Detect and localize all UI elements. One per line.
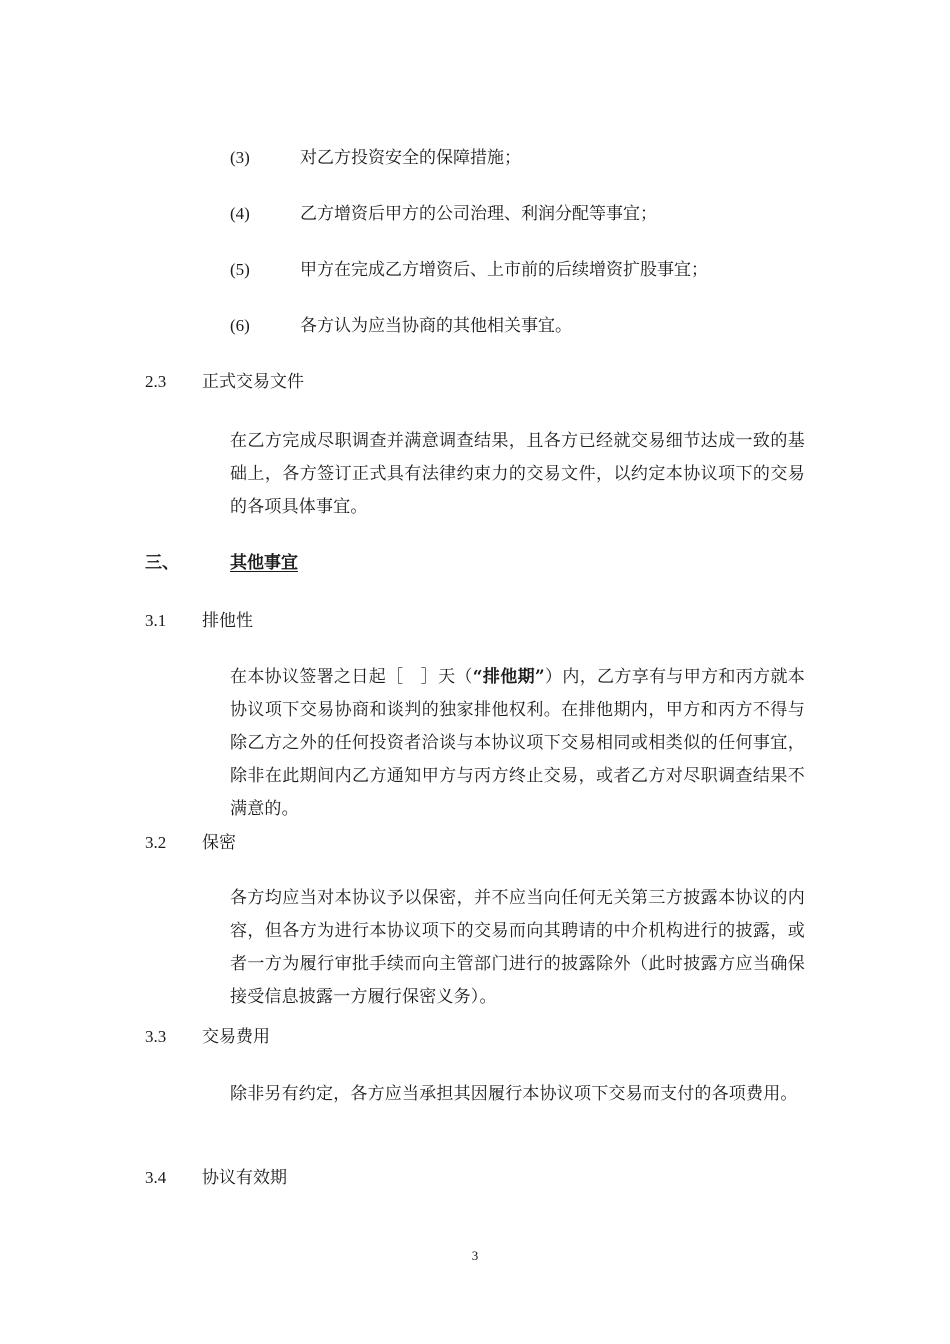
section-title: 保密 [202,833,236,853]
section-body: 各方均应当对本协议予以保密，并不应当向任何无关第三方披露本协议的内容，但各方为进行本协议项下的交易而向其聘请的中介机构进行的披露，或者一方为履行审批手续而向主管部门进行的披露除外（此时披露方应当确保接受信息披露一方履行保密义务）。 [230,888,805,1007]
section-body: 在乙方完成尽职调查并满意调查结果，且各方已经就交易细节达成一致的基础上，各方签订正式具有法律约束力的交易文件，以约定本协议项下的交易的各项具体事宜。 [230,431,805,517]
list-item-label: (5) [230,260,250,279]
list-item-text: 各方认为应当协商的其他相关事宜。 [300,316,572,336]
list-item-label: (4) [230,204,250,223]
list-item-text: 对乙方投资安全的保障措施； [300,148,521,168]
section-title: 正式交易文件 [202,372,304,392]
section-number: 3.2 [145,833,167,852]
list-item-text: 乙方增资后甲方的公司治理、利润分配等事宜； [300,204,657,224]
section-title: 协议有效期 [202,1168,287,1188]
page-number: 3 [471,1248,479,1263]
section-number: 3.1 [145,611,167,630]
list-item-text: 甲方在完成乙方增资后、上市前的后续增资扩股事宜； [300,260,708,280]
chapter-title: 其他事宜 [230,553,298,573]
section-number: 3.3 [145,1027,167,1046]
section-number: 2.3 [145,372,167,391]
section-title: 排他性 [202,611,253,631]
chapter-number: 三、 [145,553,179,573]
body-text: ）内，乙方享有与甲方和丙方就本协议项下交易协商和谈判的独家排他权利。在排他期内，甲方和丙方不得与除乙方之外的任何投资者洽谈与本协议项下交易相同或相类似的任何事宜，除非在此期间内乙方通知甲方与丙方终止交易，或者乙方对尽职调查结果不满意的。 [230,667,805,819]
defined-term: “排他期” [472,667,545,687]
section-body [230,661,805,826]
list-item-label: (6) [230,316,250,335]
body-text: 在本协议签署之日起［ ］天（ [230,667,473,687]
section-body: 除非另有约定，各方应当承担其因履行本协议项下交易而支付的各项费用。 [230,1084,798,1104]
section-title: 交易费用 [202,1027,270,1047]
section-number: 3.4 [145,1168,167,1187]
list-item-label: (3) [230,148,250,167]
